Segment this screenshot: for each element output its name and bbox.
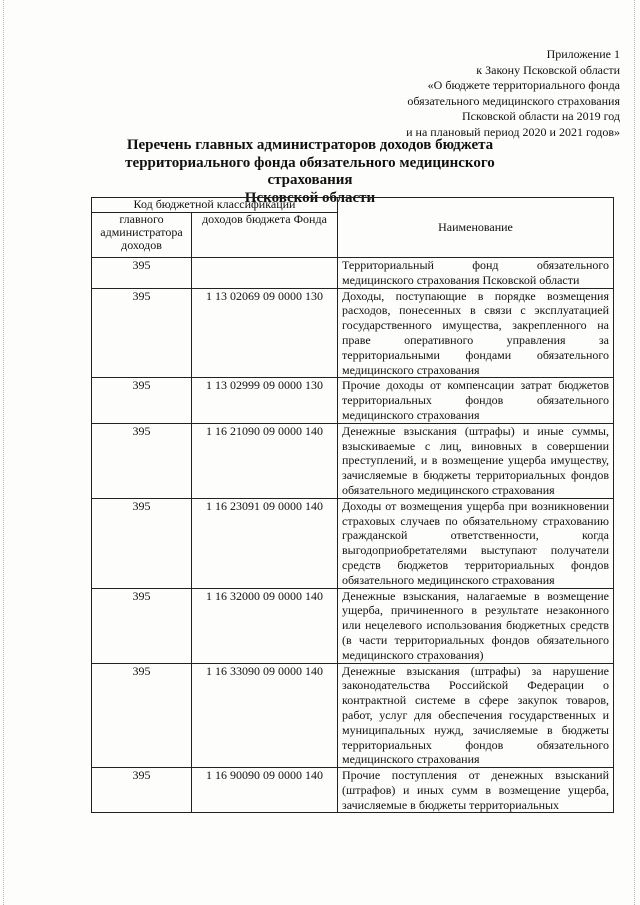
- table-row: [92, 378, 614, 423]
- name-cell: Прочие поступления от денежных взысканий (штрафов) и иных сумм в возмещение ущерба, зачисляемые в бюджеты территориальных: [338, 768, 614, 813]
- admin-code-cell: 395: [92, 288, 192, 378]
- revenue-code-cell: [192, 258, 338, 289]
- appendix-line: «О бюджете территориального фонда: [427, 78, 620, 92]
- revenue-code-cell: 1 13 02999 09 0000 130: [192, 378, 338, 423]
- appendix-line: и на плановый период 2020 и 2021 годов»: [406, 124, 620, 139]
- admin-code-cell: 395: [92, 423, 192, 498]
- admin-code-cell: 395: [92, 663, 192, 768]
- administrators-table: [91, 197, 614, 813]
- name-cell: Денежные взыскания (штрафы) за нарушение законодательства Российской Федерации о контрактной системе в сфере закупок товаров, работ, услуг для обеспечения государственных и муниципальных нужд, зачисляемые в бюджеты территориальных фондов обязательного медицинского страхования: [338, 663, 614, 768]
- table-row: [92, 258, 614, 289]
- revenue-code-cell: 1 16 23091 09 0000 140: [192, 498, 338, 588]
- revenue-code-cell: 1 16 32000 09 0000 140: [192, 588, 338, 663]
- name-cell: Денежные взыскания, налагаемые в возмещение ущерба, причиненного в результате незаконного или нецелевого использования бюджетных средств (в части территориальных фондов обязательного медицинского страхования): [338, 588, 614, 663]
- appendix-line: Приложение 1: [546, 47, 620, 61]
- revenue-code-cell: 1 13 02069 09 0000 130: [192, 288, 338, 378]
- appendix-line: к Закону Псковской области: [476, 62, 620, 77]
- admin-code-cell: 395: [92, 378, 192, 423]
- header-name: Наименование: [338, 198, 614, 258]
- name-cell: Прочие доходы от компенсации затрат бюджетов территориальных фондов обязательного медицинского страхования: [338, 378, 614, 423]
- table-row: [92, 588, 614, 663]
- scan-edge-left: [3, 0, 6, 905]
- header-budget-classification: Код бюджетной классификации: [92, 198, 338, 213]
- title-line: Псковской области: [244, 189, 376, 206]
- title-line: территориального фонда обязательного медицинского страхования: [125, 154, 495, 188]
- table-header-row: [92, 198, 614, 213]
- table-row: [92, 768, 614, 813]
- table-row: [92, 423, 614, 498]
- admin-code-cell: 395: [92, 768, 192, 813]
- appendix-line: Псковской области на 2019 год: [461, 109, 620, 123]
- revenue-code-cell: 1 16 90090 09 0000 140: [192, 768, 338, 813]
- table-row: [92, 663, 614, 768]
- appendix-line: обязательного медицинского страхования: [407, 93, 620, 108]
- name-cell: Территориальный фонд обязательного медицинского страхования Псковской области: [338, 258, 614, 289]
- admin-code-cell: 395: [92, 588, 192, 663]
- revenue-code-cell: 1 16 33090 09 0000 140: [192, 663, 338, 768]
- table-row: [92, 288, 614, 378]
- header-fund-revenue-code: доходов бюджета Фонда: [192, 213, 338, 258]
- admin-code-cell: 395: [92, 258, 192, 289]
- name-cell: Доходы от возмещения ущерба при возникновении страховых случаев по обязательному страхованию гражданской ответственности, когда выгодоприобретателями выступают получатели средств бюджетов территориальных фондов обязательного медицинского страхования: [338, 498, 614, 588]
- admin-code-cell: 395: [92, 498, 192, 588]
- scan-edge-right: [634, 0, 637, 905]
- appendix-note: [300, 47, 620, 140]
- header-main-administrator: главного администратора доходов: [92, 213, 192, 258]
- table-row: [92, 498, 614, 588]
- revenue-code-cell: 1 16 21090 09 0000 140: [192, 423, 338, 498]
- name-cell: Денежные взыскания (штрафы) и иные суммы, взыскиваемые с лиц, виновных в совершении преступлений, и в возмещение ущерба имуществу, зачисляемые в бюджеты территориальных фондов обязательного медицинского страхования: [338, 423, 614, 498]
- title-line: Перечень главных администраторов доходов бюджета: [126, 137, 494, 153]
- name-cell: Доходы, поступающие в порядке возмещения расходов, понесенных в связи с эксплуатацией государственного имущества, закрепленного на праве оперативного управления за территориальными фондами обязательного медицинского страхования: [338, 288, 614, 378]
